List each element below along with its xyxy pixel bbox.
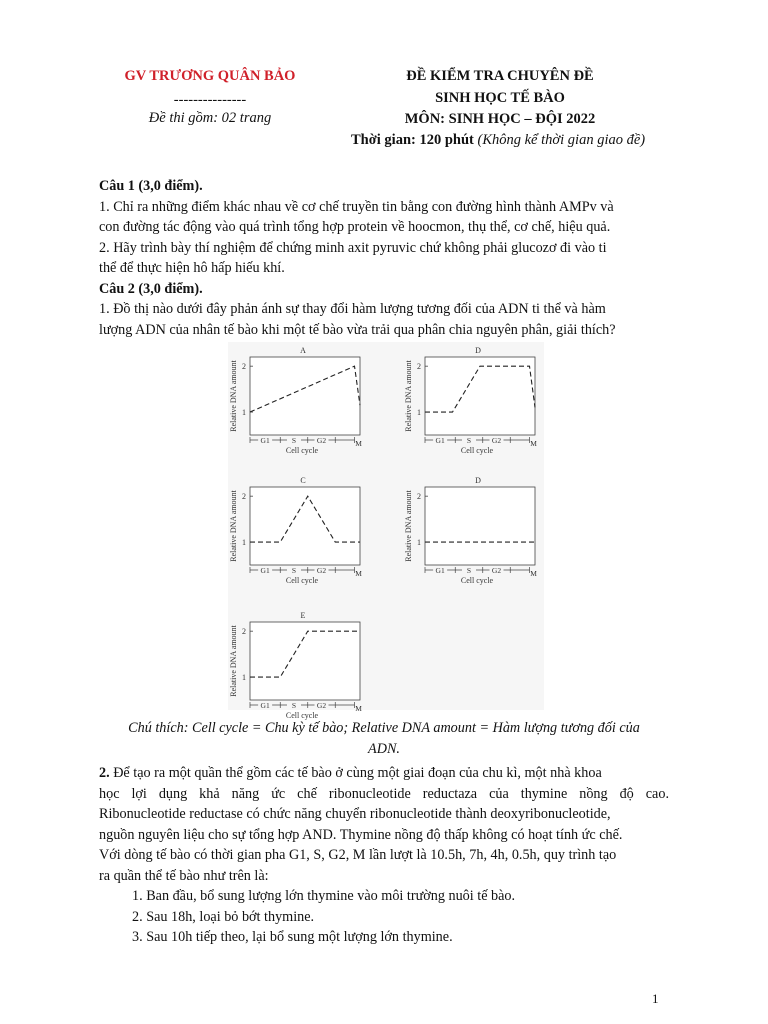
- plot-area: [250, 622, 360, 700]
- plot-area: [250, 357, 360, 435]
- time-note: (Không kể thời gian giao đề): [477, 132, 646, 148]
- y-axis-label: Relative DNA amount: [229, 625, 238, 697]
- phase-label: M: [530, 439, 537, 448]
- caption-line: ADN.: [368, 741, 400, 757]
- q2-part2-line: học lợi dụng khả năng ức chế ribonucleotide reductaza của thymine nồng độ cao.: [99, 785, 669, 802]
- q2-part2-line: nguồn nguyên liệu cho sự tổng hợp AND. Thymine nồng độ thấp không có hoạt tính ức chế.: [99, 826, 623, 843]
- phase-label: G1: [435, 566, 445, 575]
- phase-label: G2: [316, 436, 327, 445]
- subject-line: MÔN: SINH HỌC – ĐỘI 2022: [404, 111, 596, 127]
- page-number: 1: [652, 991, 659, 1006]
- x-axis-label: Cell cycle: [285, 446, 319, 455]
- chart-panel-c: [229, 476, 362, 585]
- caption-line: Chú thích: Cell cycle = Chu kỳ tế bào; Relative DNA amount = Hàm lượng tương đối của: [128, 720, 640, 736]
- x-axis-label: Cell cycle: [460, 446, 494, 455]
- plot-area: [425, 487, 535, 565]
- y-axis-label: Relative DNA amount: [404, 490, 413, 562]
- q2-line: lượng ADN của nhân tế bào khi một tế bào vừa trải qua phân chia nguyên phân, giải thích?: [99, 321, 616, 338]
- phase-label: M: [355, 569, 362, 578]
- phase-label: G1: [260, 566, 270, 575]
- dna-graphs-figure: [228, 342, 544, 720]
- time-line: [351, 132, 681, 149]
- x-axis-label: Cell cycle: [460, 576, 494, 585]
- figure-caption: [99, 718, 669, 760]
- panel-label: C: [300, 476, 306, 485]
- q1-line: 1. Chỉ ra những điểm khác nhau về cơ chế truyền tin bằng con đường hình thành AMPv và: [99, 198, 614, 215]
- chart-panel-d: [404, 476, 537, 585]
- q2-part2: [99, 763, 669, 886]
- phase-label: S: [291, 436, 297, 445]
- y-tick-label: 1: [242, 673, 246, 683]
- y-tick-label: 1: [242, 408, 246, 418]
- q1-heading: Câu 1 (3,0 điểm).: [99, 178, 203, 194]
- question-1: [99, 176, 679, 340]
- exam-title-line-1: ĐỀ KIỂM TRA CHUYÊN ĐỀ: [406, 68, 594, 84]
- chart-panel-a: [229, 346, 362, 455]
- phase-label: G2: [491, 436, 502, 445]
- phase-label: G2: [316, 701, 327, 710]
- phase-label: G1: [260, 701, 270, 710]
- y-axis-label: Relative DNA amount: [229, 490, 238, 562]
- panel-label: A: [300, 346, 306, 355]
- y-tick-label: 2: [242, 627, 246, 637]
- procedure-step: 1. Ban đầu, bổ sung lượng lớn thymine vào môi trường nuôi tế bào.: [132, 888, 516, 904]
- dna-graphs-svg: [228, 342, 544, 720]
- time-label: Thời gian: 120 phút: [351, 132, 474, 148]
- q2-part2-number: 2.: [99, 765, 110, 781]
- q2-part2-line: 2. Để tạo ra một quần thể gồm các tế bào ở cùng một giai đoạn của chu kì, một nhà khoa: [99, 765, 602, 781]
- y-axis-label: Relative DNA amount: [229, 360, 238, 432]
- y-tick-label: 1: [242, 538, 246, 548]
- q2-part2-line: ra quần thể tế bào như trên là:: [99, 867, 269, 884]
- q2-part2-line: Với dòng tế bào có thời gian pha G1, S, G2, M lần lượt là 10.5h, 7h, 4h, 0.5h, quy trình tạo: [99, 847, 617, 863]
- procedure-steps: [132, 886, 672, 948]
- phase-label: S: [291, 701, 297, 710]
- pages-note: Đề thi gồm: 02 trang: [148, 110, 272, 126]
- q2-line: 1. Đồ thị nào dưới đây phản ánh sự thay đổi hàm lượng tương đối của ADN ti thể và hàm: [99, 301, 606, 317]
- q1-line: thể để thực hiện hô hấp hiếu khí.: [99, 260, 285, 276]
- procedure-step: 2. Sau 18h, loại bỏ bớt thymine.: [132, 908, 315, 925]
- phase-label: G2: [491, 566, 502, 575]
- exam-title-line-2: SINH HỌC TẾ BÀO: [435, 90, 565, 106]
- phase-label: G2: [316, 566, 327, 575]
- plot-area: [425, 357, 535, 435]
- phase-label: M: [530, 569, 537, 578]
- panel-label: D: [475, 476, 481, 485]
- phase-label: S: [466, 436, 472, 445]
- y-tick-label: 2: [417, 362, 421, 372]
- y-axis-label: Relative DNA amount: [404, 360, 413, 432]
- phase-label: G1: [260, 436, 270, 445]
- phase-label: M: [355, 704, 362, 713]
- x-axis-label: Cell cycle: [285, 576, 319, 585]
- y-tick-label: 1: [417, 408, 421, 418]
- chart-panel-d: [404, 346, 537, 455]
- q2-part2-line: Ribonucleotide reductase có chức năng chuyển ribonucleotide thành deoxyribonucleotide,: [99, 806, 611, 822]
- y-tick-label: 2: [242, 362, 246, 372]
- q2-heading: Câu 2 (3,0 điểm).: [99, 280, 203, 297]
- y-tick-label: 2: [417, 492, 421, 502]
- phase-label: G1: [435, 436, 445, 445]
- procedure-step: 3. Sau 10h tiếp theo, lại bổ sung một lượng lớn thymine.: [132, 929, 453, 945]
- y-tick-label: 2: [242, 492, 246, 502]
- q1-line: 2. Hãy trình bày thí nghiệm để chứng minh axit pyruvic chứ không phải glucozơ đi vào ti: [99, 239, 607, 256]
- chart-panel-e: [229, 611, 362, 720]
- y-tick-label: 1: [417, 538, 421, 548]
- plot-area: [250, 487, 360, 565]
- phase-label: S: [291, 566, 297, 575]
- phase-label: S: [466, 566, 472, 575]
- panel-label: D: [475, 346, 481, 355]
- x-axis-label: Cell cycle: [285, 711, 319, 720]
- q1-line: con đường tác động vào quá trình tổng hợp protein về hoocmon, thụ thể, cơ chế, hiệu quả.: [99, 219, 611, 235]
- author-name: GV TRƯƠNG QUÂN BẢO: [124, 68, 296, 84]
- phase-label: M: [355, 439, 362, 448]
- header-divider: ---------------: [173, 92, 247, 108]
- panel-label: E: [300, 611, 306, 620]
